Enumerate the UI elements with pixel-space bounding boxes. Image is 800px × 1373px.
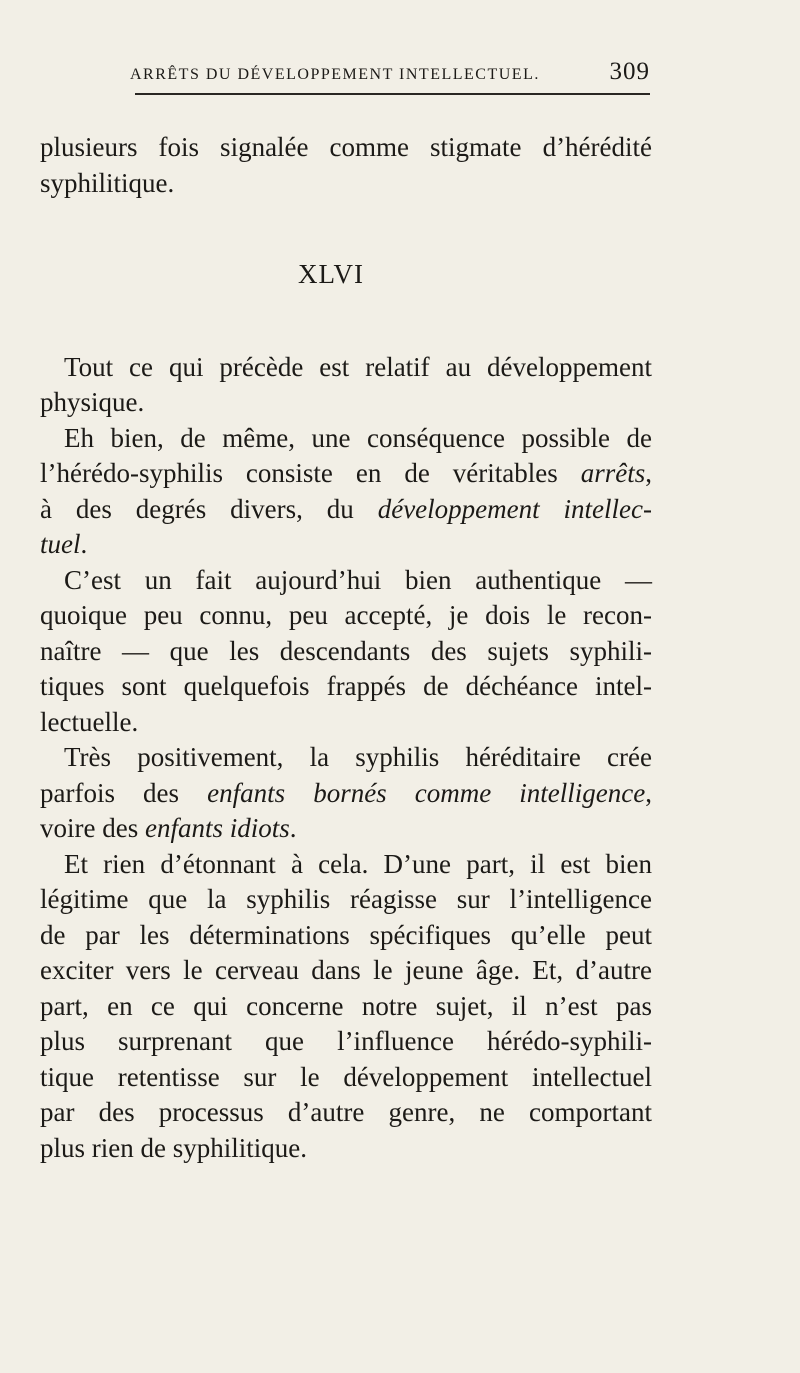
emphasis: développement intellec- bbox=[377, 493, 652, 524]
text-line: plus surprenant que l’influence hérédo-syphili- bbox=[40, 1026, 652, 1056]
running-header bbox=[130, 58, 650, 86]
text-line: syphilitique. bbox=[40, 167, 175, 198]
text-line: plusieurs fois signalée comme stigmate d’hérédité bbox=[40, 132, 652, 162]
text-line: Très positivement, la syphilis héréditaire crée bbox=[64, 742, 652, 772]
text-line: plus rien de syphilitique. bbox=[40, 1132, 307, 1163]
text-line: parfois des enfants bornés comme intelligence, bbox=[40, 777, 653, 808]
text-line: par des processus d’autre genre, ne comportant bbox=[40, 1097, 652, 1127]
text-line: tiques sont quelquefois frappés de déchéance intel- bbox=[40, 671, 652, 701]
emphasis: enfants bornés comme intelligence bbox=[207, 777, 646, 808]
text-line: Eh bien, de même, une conséquence possible de bbox=[64, 422, 652, 453]
body-text bbox=[40, 130, 652, 1166]
text-line: lectuelle. bbox=[40, 706, 139, 737]
emphasis: arrêts bbox=[580, 458, 646, 488]
text-line: Et rien d’étonnant à cela. D’une part, il est bien bbox=[64, 848, 652, 879]
text-line: légitime que la syphilis réagisse sur l’intelligence bbox=[40, 884, 652, 914]
text-line: naître — que les descendants des sujets syphili- bbox=[40, 635, 652, 666]
text-line: tuel. bbox=[40, 529, 88, 559]
text-line: de par les déterminations spécifiques qu’elle peut bbox=[40, 919, 652, 950]
section-heading: XLVI bbox=[297, 259, 364, 289]
text-line: voire des enfants idiots. bbox=[40, 813, 297, 843]
text-line: part, en ce qui concerne notre sujet, il n’est pas bbox=[40, 990, 652, 1021]
page-number: 309 bbox=[609, 58, 650, 85]
text-line: C’est un fait aujourd’hui bien authentique — bbox=[64, 564, 652, 595]
text-line: physique. bbox=[40, 387, 145, 417]
header-rule bbox=[135, 93, 650, 95]
text-line: à des degrés divers, du développement intellec- bbox=[40, 493, 652, 524]
text-line: tique retentisse sur le développement intellectuel bbox=[40, 1061, 652, 1092]
running-title: ARRÊTS DU DÉVELOPPEMENT INTELLECTUEL. bbox=[130, 66, 540, 83]
emphasis: tuel bbox=[40, 529, 81, 559]
text-line: Tout ce qui précède est relatif au développement bbox=[64, 351, 652, 382]
text-line: quoique peu connu, peu accepté, je dois le recon- bbox=[40, 600, 652, 630]
text-line: exciter vers le cerveau dans le jeune âge. Et, d’autre bbox=[40, 955, 652, 985]
text-line: l’hérédo-syphilis consiste en de véritables arrêts, bbox=[40, 458, 652, 488]
emphasis: enfants idiots bbox=[144, 813, 290, 843]
